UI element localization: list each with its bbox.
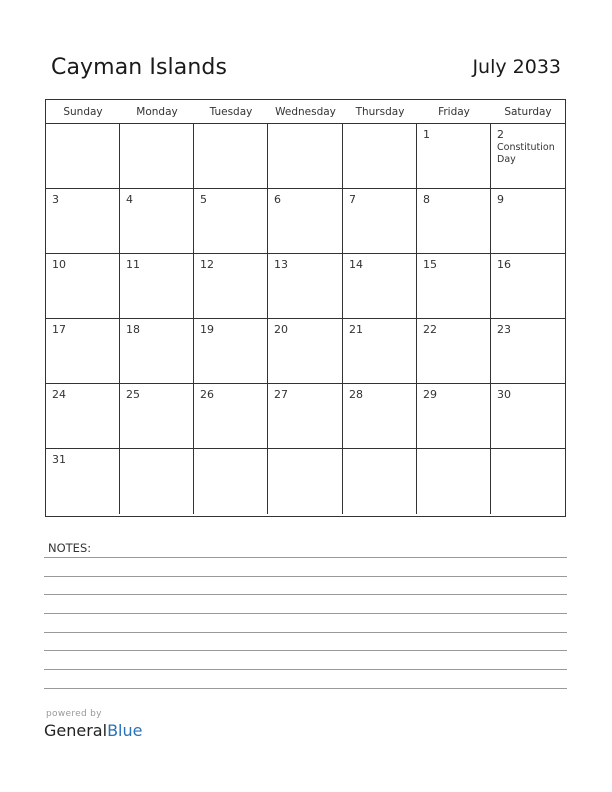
brand-blue: Blue [107, 721, 143, 740]
day-cell [491, 189, 565, 254]
day-cell [417, 254, 491, 319]
day-cell [268, 189, 343, 254]
day-number: 7 [349, 193, 356, 206]
day-cell [46, 254, 120, 319]
note-line [44, 669, 567, 670]
weekday-header: Sunday [46, 100, 120, 124]
note-line [44, 613, 567, 614]
day-cell [120, 319, 194, 384]
day-cell [46, 319, 120, 384]
day-cell [194, 319, 268, 384]
day-cell [268, 124, 343, 189]
day-number: 5 [200, 193, 207, 206]
brand-logo[interactable] [44, 721, 142, 740]
day-number: 12 [200, 258, 214, 271]
day-cell [491, 124, 565, 189]
day-cell [417, 384, 491, 449]
day-number: 28 [349, 388, 363, 401]
day-cell [268, 384, 343, 449]
day-cell [120, 384, 194, 449]
day-cell [417, 319, 491, 384]
day-number: 24 [52, 388, 66, 401]
note-line [44, 632, 567, 633]
day-cell [120, 449, 194, 514]
day-number: 31 [52, 453, 66, 466]
day-cell [46, 124, 120, 189]
weekday-header: Thursday [343, 100, 417, 124]
day-number: 2 [497, 128, 504, 141]
day-cell [343, 449, 417, 514]
day-cell [343, 124, 417, 189]
day-number: 13 [274, 258, 288, 271]
calendar-month: July 2033 [472, 56, 561, 78]
day-cell [343, 319, 417, 384]
day-cell [491, 254, 565, 319]
day-cell [46, 384, 120, 449]
weekday-header: Friday [417, 100, 491, 124]
day-number: 19 [200, 323, 214, 336]
day-cell [491, 319, 565, 384]
day-number: 15 [423, 258, 437, 271]
day-cell [194, 384, 268, 449]
calendar-grid [45, 99, 566, 517]
day-number: 29 [423, 388, 437, 401]
day-cell [417, 124, 491, 189]
day-number: 23 [497, 323, 511, 336]
day-cell [268, 449, 343, 514]
note-line [44, 576, 567, 577]
day-number: 25 [126, 388, 140, 401]
day-number: 22 [423, 323, 437, 336]
note-line [44, 557, 567, 558]
note-line [44, 594, 567, 595]
day-number: 4 [126, 193, 133, 206]
day-number: 9 [497, 193, 504, 206]
day-number: 14 [349, 258, 363, 271]
day-cell [491, 384, 565, 449]
day-cell [268, 319, 343, 384]
day-number: 17 [52, 323, 66, 336]
day-cell [194, 449, 268, 514]
day-number: 1 [423, 128, 430, 141]
weekday-header: Monday [120, 100, 194, 124]
day-number: 30 [497, 388, 511, 401]
day-cell [491, 449, 565, 514]
day-cell [120, 189, 194, 254]
day-cell [268, 254, 343, 319]
note-line [44, 688, 567, 689]
weekday-header: Tuesday [194, 100, 268, 124]
day-cell [343, 384, 417, 449]
day-number: 3 [52, 193, 59, 206]
day-number: 20 [274, 323, 288, 336]
day-number: 21 [349, 323, 363, 336]
powered-by-text: powered by [46, 709, 102, 719]
day-cell [46, 189, 120, 254]
day-cell [120, 254, 194, 319]
day-number: 16 [497, 258, 511, 271]
day-number: 6 [274, 193, 281, 206]
day-cell [417, 189, 491, 254]
day-number: 18 [126, 323, 140, 336]
day-cell [194, 189, 268, 254]
notes-label: NOTES: [48, 541, 92, 555]
day-cell [120, 124, 194, 189]
day-number: 27 [274, 388, 288, 401]
weekday-header: Wednesday [268, 100, 343, 124]
day-cell [194, 124, 268, 189]
day-cell [46, 449, 120, 514]
holiday-label: Constitution Day [497, 142, 555, 165]
day-cell [194, 254, 268, 319]
day-cell [417, 449, 491, 514]
calendar-title: Cayman Islands [51, 55, 228, 80]
day-number: 10 [52, 258, 66, 271]
note-line [44, 650, 567, 651]
brand-general: General [44, 721, 108, 740]
weekday-header: Saturday [491, 100, 565, 124]
day-cell [343, 254, 417, 319]
day-cell [343, 189, 417, 254]
day-number: 8 [423, 193, 430, 206]
day-number: 26 [200, 388, 214, 401]
day-number: 11 [126, 258, 140, 271]
